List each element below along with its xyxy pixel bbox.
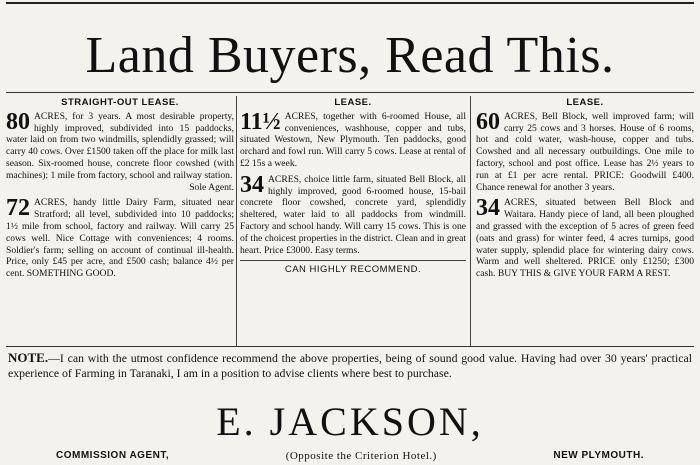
acreage-number: 60 (476, 108, 500, 135)
acreage-number: 34 (476, 195, 500, 222)
recommend-line: CAN HIGHLY RECOMMEND. (284, 264, 422, 276)
agent-address: (Opposite the Criterion Hotel.) (285, 450, 437, 462)
listing-34-acres-waitara (476, 197, 694, 280)
note-text: —I can with the utmost confidence recommend the above properties, being of sound good value. Having had over 30 years' practical experience of Farming in Taranaki, I am in a position to advise clients where best to purchase. (8, 351, 692, 380)
listing-60-acres (476, 108, 694, 194)
column-divider (236, 96, 237, 346)
listing-text: ACRES, together with 6-roomed House, all conveniences, washhouse, copper and tubs, situated Westown, New Plymouth. Ten paddocks, good orchard and fowl run. Will carry 5 cows. Lease at rental of £2 15s a week. (240, 110, 466, 169)
acreage-number: 80 (6, 108, 30, 135)
listing-text: ACRES, for 3 years. A most desirable property, highly improved, subdivided into 15 paddocks, water laid on from two windmills, splendidly grassed; will carry 40 cows. Over £1500 taken off the place for milk last season. Six-roomed house, concrete floor cowshed (with machines); 1 mile from factory, school and railway station. (6, 110, 234, 181)
listing-text: ACRES, choice little farm, situated Bell Block, all highly improved, good 6-roomed house, 15-bail concrete floor cowshed, concrete yard, splendidly sheltered, water laid to all paddocks from windmill. Factory and school handy. Will carry 15 cows. This is one of the choicest properties in the district. Clean and in great heart. Price £3000. Easy terms. (240, 173, 466, 256)
listing-11-acres (240, 108, 466, 170)
agent-title: COMMISSION AGENT, (56, 450, 170, 461)
agent-name: E. JACKSON, (216, 399, 484, 444)
note-rule (6, 346, 694, 347)
headline-rule (6, 92, 694, 93)
agent-footer (56, 450, 644, 462)
note-paragraph (8, 350, 692, 381)
headline: Land Buyers, Read This. (85, 27, 615, 84)
listing-text: ACRES, Bell Block, well improved farm; will carry 25 cows and 3 horses. House of 6 rooms, hot and cold water, wash-house, copper and tubs. Cowshed and all necessary outbuildings. One mile to factory, school and post office. Lease has 2½ years to run at £1 per acre rental. PRICE: Goodwill £400. Chance renewal for another 3 years. (476, 110, 694, 193)
acreage-number: 11½ (240, 108, 281, 135)
listing-text: ACRES, handy little Dairy Farm, situated near Stratford; all level, subdivided into 10 paddocks; 1½ mile from school, factory and railway. Will carry 25 cows well. Nice Cottage with conveniences; 4 rooms. Soldier's farm; selling on account of continual ill-health. Price, only £45 per acre, and £500 cash; balance 4½ per cent. SOMETHING GOOD. (6, 197, 234, 280)
note-label: NOTE. (8, 350, 49, 365)
acreage-number: 34 (240, 171, 264, 198)
top-rule (6, 2, 694, 4)
listing-72-acres (6, 197, 234, 280)
column-heading: LEASE. (334, 97, 372, 108)
agent-town: NEW PLYMOUTH. (553, 450, 644, 461)
listing-80-acres (6, 108, 234, 194)
listing-text: ACRES, situated between Bell Block and Waitara. Handy piece of land, all been ploughed and grassed with the exception of 5 acres of green feed (oats and grass) for winter feed, 4 acres turnips, good water supply, splendid place for wintering dairy cows. Warm and well sheltered. PRICE only £1250; £300 cash. BUY THIS & GIVE YOUR FARM A REST. (476, 197, 694, 280)
column-lease-middle (240, 97, 466, 276)
column-heading: LEASE. (566, 97, 604, 108)
acreage-number: 72 (6, 195, 30, 222)
column-lease-right (476, 97, 694, 284)
listing-34-acres-bell-block (240, 171, 466, 257)
column-heading: STRAIGHT-OUT LEASE. (61, 97, 179, 108)
column-divider (470, 96, 471, 346)
listing-signature: Sole Agent. (189, 181, 234, 193)
column-straight-out-lease (6, 97, 234, 284)
divider (240, 260, 466, 261)
